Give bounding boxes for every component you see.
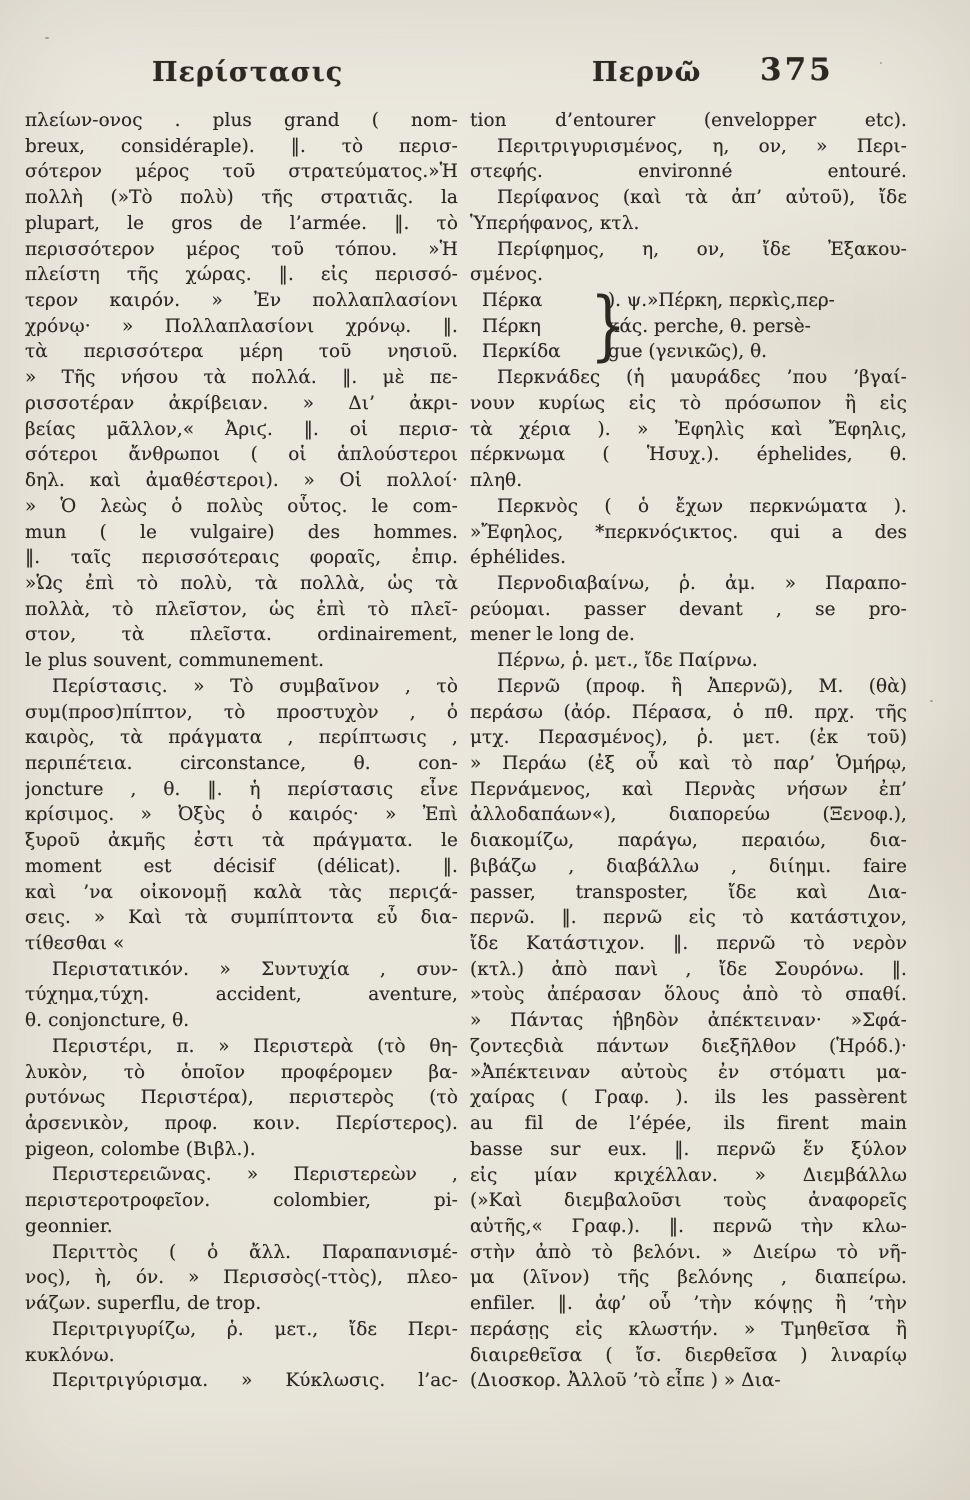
text-line: (»Καὶ διεμβαλοῦσι τοὺς ἀναφορεῖς	[470, 1190, 907, 1212]
text-line: (Διοσκορ. Ἀλλοῦ ’τὸ εἶπε ) » Δια-	[470, 1370, 781, 1392]
text-line: θ. conjoncture, θ.	[25, 1010, 190, 1032]
text-line: (κτλ.) ἀπὸ πανὶ , ἴδε Σουρόνω. ‖.	[470, 958, 907, 980]
text-line: περάσῃς εἰς κλωστήν. » Τμηθεῖσα ἢ	[470, 1318, 907, 1340]
text-line: βιβάζω , διαβάλλω , διίημι. faire	[470, 855, 907, 877]
text-line: Περιτριγυρισμένος, η, ον, » Περι-	[497, 135, 907, 157]
text-line: »Ἔφηλος, *περκνόϛικτος. qui a des	[470, 521, 907, 543]
text-line: ρυτόνως Περιστέρα), περιστερὸς (τὸ	[25, 1087, 458, 1109]
left-column	[25, 108, 458, 1394]
text-line: Περιστατικόν. » Συντυχία , συν-	[52, 958, 458, 980]
text-line: τὰ χέρια ). » Ἐφηλὶς καὶ Ἔφηλις,	[470, 418, 907, 440]
text-line: ἀλλοδαπάων«), διαπορεύω (Ξενοφ.),	[470, 804, 907, 826]
text-line: περάσω (ἀόρ. Πέρασα, ὁ πθ. πρχ. τῆς	[470, 701, 907, 723]
text-line: διακομίζω, παράγω, περαιόω, δια-	[470, 830, 907, 852]
text-line: νουν κυρίως εἰς τὸ πρόσωπον ἢ εἰς	[470, 392, 907, 414]
paper-speck	[930, 700, 933, 702]
text-line: πολλὰ, τὸ πλεῖστον, ὡς ἐπὶ τὸ πλεῖ-	[25, 598, 458, 620]
text-line: tion d’entourer (envelopper etc).	[470, 110, 907, 131]
text-line: Ὑπερήφανος, κτλ.	[470, 212, 640, 234]
brace-headword: Πέρκα	[482, 290, 543, 312]
text-line: στον, τὰ πλεῖστα. ordinairement,	[25, 624, 458, 646]
text-line: ζοντεςδιὰ πάντων διεξῆλθον (Ἡρόδ.)·	[470, 1035, 907, 1057]
text-line: τὰ περισσότερα μέρη τοῦ νησιοῦ.	[25, 341, 458, 363]
text-line: μα (λῖνον) τῆς βελόνης , διαπείρω.	[470, 1267, 907, 1289]
text-line: τύχημα,τύχη. accident, aventure,	[25, 984, 458, 1006]
brace-headword: Περκίδα	[482, 341, 561, 363]
brace-definition	[608, 288, 907, 365]
brace-icon: }	[590, 280, 627, 370]
text-line: » Τῆς νήσου τὰ πολλά. ‖. μὲ πε-	[25, 367, 458, 389]
brace-group	[470, 280, 907, 370]
text-line: geonnier.	[25, 1215, 113, 1237]
text-line: » Περάω (ἐξ οὗ καὶ τὸ παρ’ Ὁμήρῳ,	[470, 753, 907, 774]
text-line: ). ψ.»Πέρκη, περκὶς,περ-	[608, 290, 835, 312]
text-line: Περιστερειῶνας. » Περιστερεὼν ,	[52, 1164, 458, 1186]
text-line: περιπέτεια. circonstance, θ. con-	[25, 752, 458, 774]
text-line: Περιτριγύρισμα. » Κύκλωσις. l’ac-	[52, 1370, 458, 1392]
text-line: mener le long de.	[470, 624, 635, 646]
right-column	[470, 108, 907, 1394]
text-line: σότερον μέρος τοῦ στρατεύματος.»Ἡ	[25, 161, 458, 183]
text-line: εἰς μίαν κριχέλλαν. » Διεμβάλλω	[470, 1164, 907, 1186]
text-line: χρόνῳ· » Πολλαπλασίονι χρόνῳ. ‖.	[25, 315, 458, 337]
text-line: Περιστέρι, π. » Περιστερὰ (τὸ θη-	[52, 1035, 458, 1057]
text-line: »τοὺς ἀπέρασαν ὅλους ἀπὸ τὸ σπαθί.	[470, 984, 907, 1006]
text-line: τίθεσθαι «	[25, 933, 125, 954]
text-line: νος), ὴ, όν. » Περισσὸς(-ττὸς), πλεο-	[25, 1267, 458, 1289]
text-line: αὐτῆς,« Γραφ.). ‖. περνῶ τὴν κλω-	[470, 1215, 907, 1237]
running-header-left: Περίστασις	[152, 57, 344, 88]
text-line: πολλὴ (»Τὸ πολὺ) τῆς στρατιᾶς. la	[25, 187, 458, 209]
text-line: Περιττὸς ( ὁ ἄλλ. Παραπανισμέ-	[52, 1241, 458, 1263]
text-line: Περκνάδες (ἡ μαυράδες ’που ’βγαί-	[497, 367, 907, 389]
text-line: pigeon, colombe (Βιβλ.).	[25, 1138, 256, 1160]
text-line: » Ὁ λεὼς ὁ πολὺς οὗτος. le com-	[25, 495, 458, 517]
text-line: Περκνὸς ( ὁ ἔχων περκνώματα ).	[497, 495, 907, 517]
text-line: πλείων-ονος . plus grand ( nom-	[25, 110, 458, 131]
text-line: éphélides.	[470, 547, 567, 569]
text-line: Πέρνω, ῥ. μετ., ἴδε Παίρνω.	[497, 650, 758, 672]
text-line: περνῶ. ‖. περνῶ εἰς τὸ κατάστιχον,	[470, 907, 907, 929]
text-line: basse sur eux. ‖. περνῶ ἕν ξύλον	[470, 1138, 907, 1160]
text-line: au fil de l’épée, ils firent main	[470, 1113, 907, 1135]
text-line: διαιρεθεῖσα ( ἴσ. διερθεῖσα ) λιναρίῳ	[470, 1344, 907, 1366]
text-line: χαίρας ( Γραφ. ). ils les passèrent	[470, 1087, 907, 1109]
text-line: ρισσοτέραν ἀκρίβειαν. » Δι’ ἀκρι-	[25, 392, 458, 414]
text-line: moment est décisif (délicat). ‖.	[25, 855, 458, 877]
paper-speck	[45, 37, 49, 39]
running-header-right: Περνῶ	[592, 57, 702, 88]
text-line: gue (γενικῶς), θ.	[608, 341, 768, 363]
text-line: πλείστη τῆς χώρας. ‖. εἰς περισσό-	[25, 264, 458, 286]
text-line: καιρὸς, τὰ πράγματα , περίπτωσις ,	[25, 727, 458, 749]
text-line: breux, considéraple). ‖. τὸ περισ-	[25, 135, 458, 157]
text-line: νάζων. superflu, de trop.	[25, 1293, 262, 1315]
text-line: passer, transposter, ἴδε καὶ Δια-	[470, 881, 907, 903]
paper-speck	[105, 120, 108, 122]
text-line: σμένος.	[470, 264, 544, 286]
text-line: περισσότερον μέρος τοῦ τόπου. »Ἡ	[25, 238, 458, 260]
text-line: »Ἀπέκτειναν αὐτοὺς ἐν στόματι μα-	[470, 1061, 907, 1083]
text-line: enfiler. ‖. ἀφ’ οὗ ’τὴν κόψῃς ἢ ’τὴν	[470, 1293, 907, 1315]
text-line: joncture , θ. ‖. ἡ περίστασις εἶνε	[25, 778, 458, 800]
text-line: κρίσιμος. » Ὀξὺς ὁ καιρός· » Ἐπὶ	[25, 804, 458, 826]
text-line: καὶ ’να οἰκονομῇ καλὰ τὰς περιϛά-	[25, 881, 458, 903]
text-line: κάς. perche, θ. persè-	[608, 315, 811, 337]
text-line: Περνάμενος, καὶ Περνὰς νήσων ἐπ’	[470, 778, 907, 800]
text-line: ‖. ταῖς περισσότεραις φοραῖς, ἐπιρ.	[25, 547, 458, 569]
text-line: Περνῶ (προφ. ἢ Ἀπερνῶ), Μ. (θὰ)	[497, 675, 907, 697]
text-line: Περίφημος, η, ον, ἴδε Ἐξακου-	[497, 238, 907, 260]
text-line: ἴδε Κατάστιχον. ‖. περνῶ τὸ νερὸν	[470, 933, 907, 955]
text-line: mun ( le vulgaire) des hommes.	[25, 521, 458, 543]
text-line: le plus souvent, communement.	[25, 650, 325, 672]
text-line: σότεροι ἄνθρωποι ( οἱ ἁπλούστεροι	[25, 444, 458, 466]
text-line: ρεύομαι. passer devant , se pro-	[470, 598, 907, 620]
text-line: ξυροῦ ἀκμῆς ἐστι τὰ πράγματα. le	[25, 830, 458, 852]
text-line: στεφής. environné entouré.	[470, 161, 907, 183]
paper-speck	[880, 62, 882, 64]
text-line: Περνοδιαβαίνω, ῥ. ἀμ. » Παραπο-	[497, 572, 907, 594]
text-line: πέρκνωμα ( Ἡσυχ.). éphelides, θ.	[470, 444, 907, 466]
text-line: τερον καιρόν. » Ἐν πολλαπλασίονι	[25, 290, 458, 312]
text-line: Περίφανος (καὶ τὰ ἀπ’ αὐτοῦ), ἴδε	[497, 187, 907, 209]
text-line: συμ(προσ)πίπτον, τὸ προστυχὸν , ὁ	[25, 701, 458, 723]
text-line: δηλ. καὶ ἀμαθέστεροι). » Οἱ πολλοί·	[25, 470, 458, 492]
text-line: »Ὡς ἐπὶ τὸ πολὺ, τὰ πολλὰ, ὡς τὰ	[25, 572, 458, 594]
text-line: λυκὸν, τὸ ὁποῖον προφέρομεν βα-	[25, 1061, 458, 1083]
paper-speck	[650, 145, 652, 148]
brace-headword: Πέρκη	[482, 315, 541, 337]
text-line: κυκλόνω.	[25, 1344, 115, 1366]
text-line: σεις. » Καὶ τὰ συμπίπτοντα εὖ δια-	[25, 907, 458, 929]
text-line: μτχ. Περασμένος), ῥ. μετ. (ἐκ τοῦ)	[470, 727, 907, 749]
text-line: πληθ.	[470, 470, 523, 492]
page-number: 375	[760, 52, 834, 88]
text-line: ἀρσενικὸν, προφ. κοιν. Περίστερος).	[25, 1113, 458, 1135]
text-line: plupart, le gros de l’armée. ‖. τὸ	[25, 212, 458, 234]
text-line: » Πάντας ἡβηδὸν ἀπέκτειναν· »Σφά-	[470, 1010, 907, 1032]
text-line: βείας μᾶλλον,« Ἀριϛ. ‖. οἱ περισ-	[25, 418, 458, 440]
text-line: περιστεροτροφεῖον. colombier, pi-	[25, 1190, 458, 1212]
brace-headwords	[470, 288, 590, 365]
text-line: Περίστασις. » Τὸ συμβαῖνον , τὸ	[52, 675, 458, 697]
text-line: Περιτριγυρίζω, ῥ. μετ., ἴδε Περι-	[52, 1318, 458, 1340]
text-line: στὴν ἀπὸ τὸ βελόνι. » Διείρω τὸ νῆ-	[470, 1241, 907, 1263]
